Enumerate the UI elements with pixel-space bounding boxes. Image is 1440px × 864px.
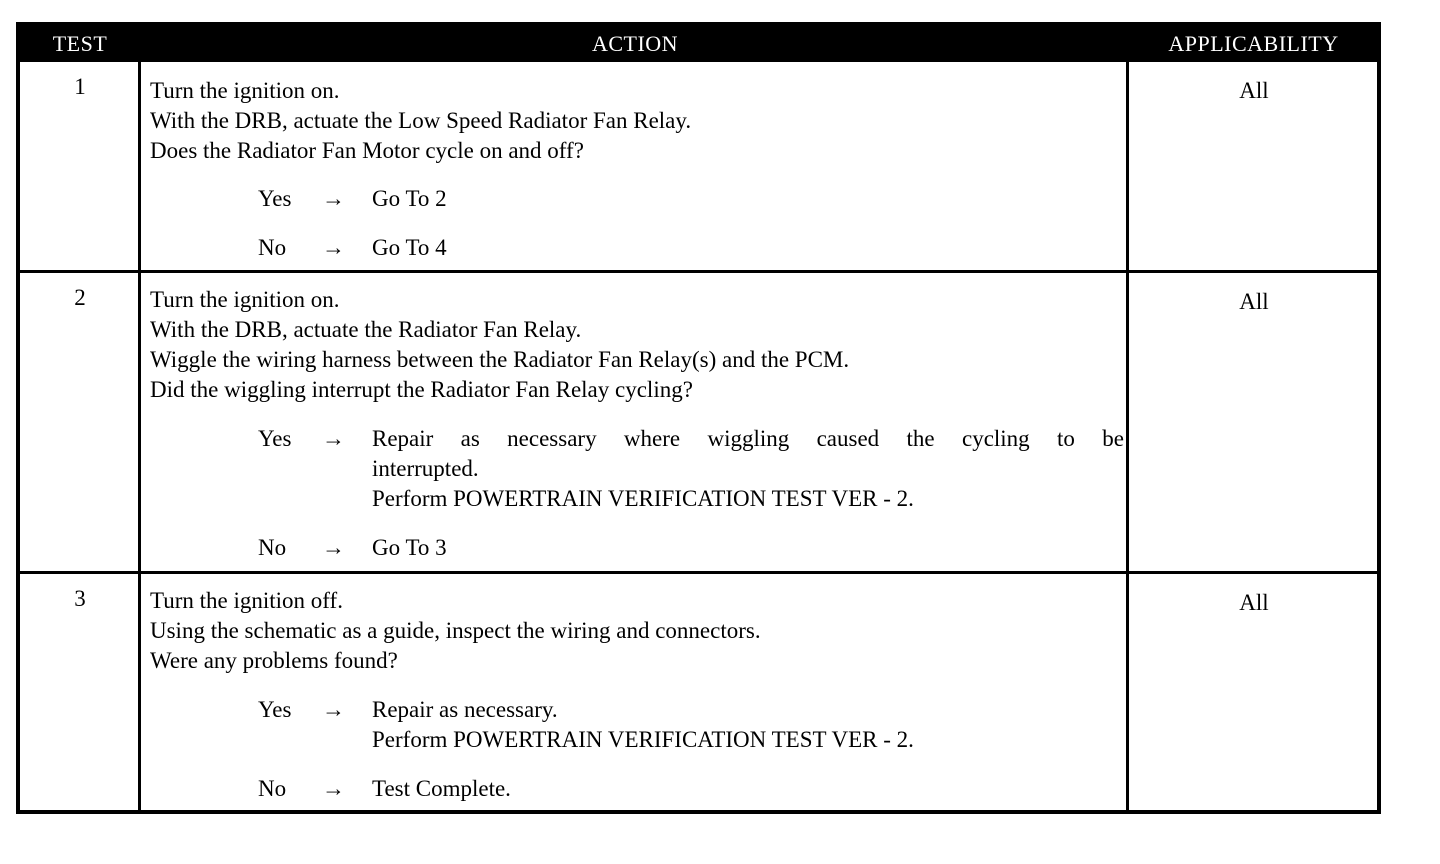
yes-label: Yes — [258, 186, 292, 211]
action-steps — [150, 285, 1125, 405]
result-line: Repair as necessary where wiggling caused the cycling to be — [372, 426, 1124, 451]
yes-result — [372, 184, 1124, 214]
result-line: Perform POWERTRAIN VERIFICATION TEST VER - 2. — [372, 727, 914, 752]
no-result — [372, 774, 1124, 804]
no-result — [372, 533, 1124, 563]
table-row-test-3 — [20, 574, 1377, 810]
action-step: With the DRB, actuate the Low Speed Radiator Fan Relay. — [150, 108, 692, 133]
result-line: Go To 4 — [372, 235, 447, 260]
yes-label: Yes — [258, 697, 292, 722]
no-label: No — [258, 535, 287, 560]
result-line: Go To 2 — [372, 186, 447, 211]
result-line: Test Complete. — [372, 776, 511, 801]
arrow-icon: → — [322, 535, 345, 560]
result-line: Repair as necessary. — [372, 697, 558, 722]
action-step: Wiggle the wiring harness between the Radiator Fan Relay(s) and the PCM. — [150, 347, 850, 372]
header-test: TEST — [20, 26, 140, 62]
applicability-value: All — [1239, 289, 1269, 314]
yes-result — [372, 424, 1124, 514]
yes-result — [372, 695, 1124, 755]
header-applicability: APPLICABILITY — [1130, 26, 1377, 62]
applicability-value: All — [1239, 78, 1269, 103]
applicability-value: All — [1239, 590, 1269, 615]
action-steps — [150, 586, 1125, 676]
test-number: 3 — [74, 586, 86, 611]
action-steps — [150, 76, 1125, 166]
action-step: Does the Radiator Fan Motor cycle on and off? — [150, 138, 584, 163]
table-row-test-1 — [20, 62, 1377, 270]
no-label: No — [258, 235, 287, 260]
result-line: Perform POWERTRAIN VERIFICATION TEST VER - 2. — [372, 486, 914, 511]
arrow-icon: → — [322, 697, 345, 722]
header-action: ACTION — [140, 26, 1130, 62]
action-step: Did the wiggling interrupt the Radiator Fan Relay cycling? — [150, 377, 693, 402]
action-step: With the DRB, actuate the Radiator Fan Relay. — [150, 317, 582, 342]
no-label: No — [258, 776, 287, 801]
test-number: 2 — [74, 285, 86, 310]
diagnostic-table — [16, 22, 1381, 814]
result-line: interrupted. — [372, 456, 479, 481]
yes-label: Yes — [258, 426, 292, 451]
arrow-icon: → — [322, 235, 345, 260]
no-result — [372, 233, 1124, 263]
arrow-icon: → — [322, 186, 345, 211]
action-step: Turn the ignition on. — [150, 78, 340, 103]
arrow-icon: → — [322, 776, 345, 801]
action-step: Turn the ignition off. — [150, 588, 343, 613]
action-step: Using the schematic as a guide, inspect the wiring and connectors. — [150, 618, 761, 643]
result-line: Go To 3 — [372, 535, 447, 560]
action-step: Were any problems found? — [150, 648, 398, 673]
arrow-icon: → — [322, 426, 345, 451]
test-number: 1 — [74, 74, 86, 99]
action-step: Turn the ignition on. — [150, 287, 340, 312]
table-row-test-2 — [20, 273, 1377, 571]
